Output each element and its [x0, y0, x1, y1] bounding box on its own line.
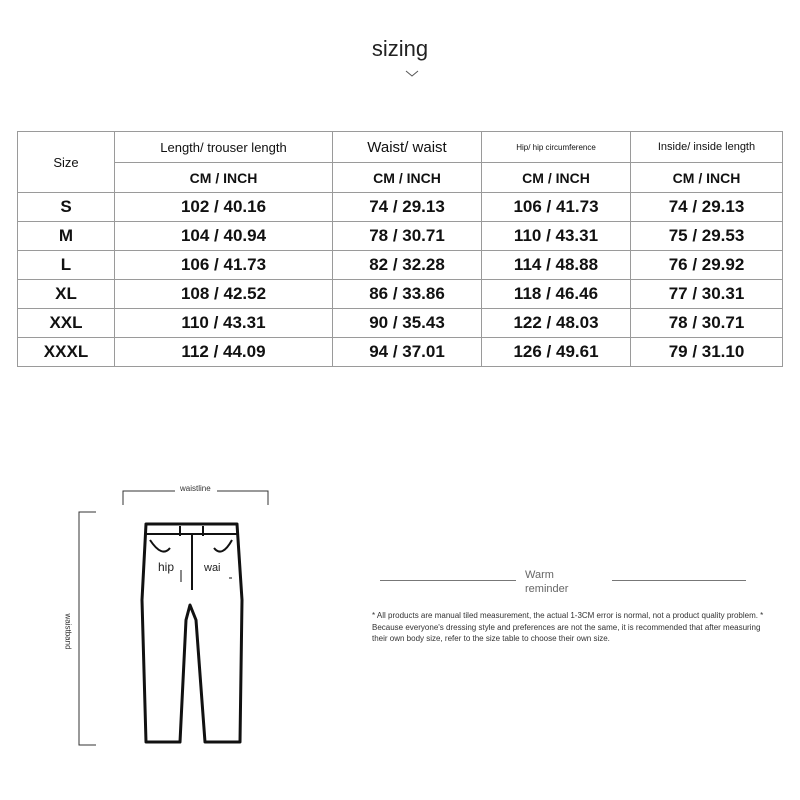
- table-cell: 110 / 43.31: [482, 222, 631, 251]
- table-cell: 78 / 30.71: [333, 222, 482, 251]
- hip-label: hip: [158, 560, 175, 574]
- table-cell: 90 / 35.43: [333, 309, 482, 338]
- table-cell: 78 / 30.71: [631, 309, 783, 338]
- size-cell: S: [18, 193, 115, 222]
- table-cell: 114 / 48.88: [482, 251, 631, 280]
- table-row: [18, 222, 783, 251]
- reminder-line2: reminder: [525, 583, 569, 595]
- waistline-label: waistline: [180, 484, 211, 493]
- table-cell: 77 / 30.31: [631, 280, 783, 309]
- unit-label: CM / INCH: [482, 163, 631, 193]
- table-cell: 118 / 46.46: [482, 280, 631, 309]
- table-row: [18, 251, 783, 280]
- table-cell: 104 / 40.94: [115, 222, 333, 251]
- size-header: Size: [18, 132, 115, 193]
- size-cell: M: [18, 222, 115, 251]
- table-cell: 74 / 29.13: [333, 193, 482, 222]
- column-header-hip: Hip/ hip circumference: [482, 132, 631, 163]
- divider: [612, 580, 746, 581]
- table-row: [18, 280, 783, 309]
- table-unit-row: [18, 163, 783, 193]
- unit-label: CM / INCH: [333, 163, 482, 193]
- table-cell: 74 / 29.13: [631, 193, 783, 222]
- column-header-inside: Inside/ inside length: [631, 132, 783, 163]
- chevron-down-icon: [405, 70, 419, 78]
- unit-label: CM / INCH: [631, 163, 783, 193]
- table-cell: 106 / 41.73: [482, 193, 631, 222]
- table-row: [18, 338, 783, 367]
- table-row: [18, 309, 783, 338]
- size-cell: L: [18, 251, 115, 280]
- table-cell: 75 / 29.53: [631, 222, 783, 251]
- reminder-heading: [525, 568, 568, 596]
- unit-label: CM / INCH: [115, 163, 333, 193]
- table-row: [18, 193, 783, 222]
- table-cell: 86 / 33.86: [333, 280, 482, 309]
- table-header-row: [18, 132, 783, 163]
- table-cell: 82 / 32.28: [333, 251, 482, 280]
- table-cell: 122 / 48.03: [482, 309, 631, 338]
- waistband-label: waistband: [63, 613, 73, 650]
- table-cell: 112 / 44.09: [115, 338, 333, 367]
- trousers-diagram: [0, 470, 300, 770]
- table-cell: 79 / 31.10: [631, 338, 783, 367]
- reminder-line1: Warm: [525, 569, 554, 581]
- size-cell: XXL: [18, 309, 115, 338]
- size-cell: XXXL: [18, 338, 115, 367]
- reminder-note: * All products are manual tiled measurement, the actual 1-3CM error is normal, not a product quality problem. * Because everyone's dressing style and preferences are not the same, it is recommended that after measuring their own body size, refer to the size table to choose their own size.: [372, 611, 764, 643]
- table-cell: 110 / 43.31: [115, 309, 333, 338]
- size-table: [17, 131, 783, 367]
- table-cell: 102 / 40.16: [115, 193, 333, 222]
- wai-label: wai: [204, 562, 221, 574]
- table-cell: 126 / 49.61: [482, 338, 631, 367]
- column-header-waist: Waist/ waist: [333, 132, 482, 163]
- table-cell: 76 / 29.92: [631, 251, 783, 280]
- page-title: sizing: [371, 36, 429, 61]
- size-cell: XL: [18, 280, 115, 309]
- table-cell: 108 / 42.52: [115, 280, 333, 309]
- divider: [380, 580, 516, 581]
- column-header-length: Length/ trouser length: [115, 132, 333, 163]
- table-cell: 94 / 37.01: [333, 338, 482, 367]
- table-cell: 106 / 41.73: [115, 251, 333, 280]
